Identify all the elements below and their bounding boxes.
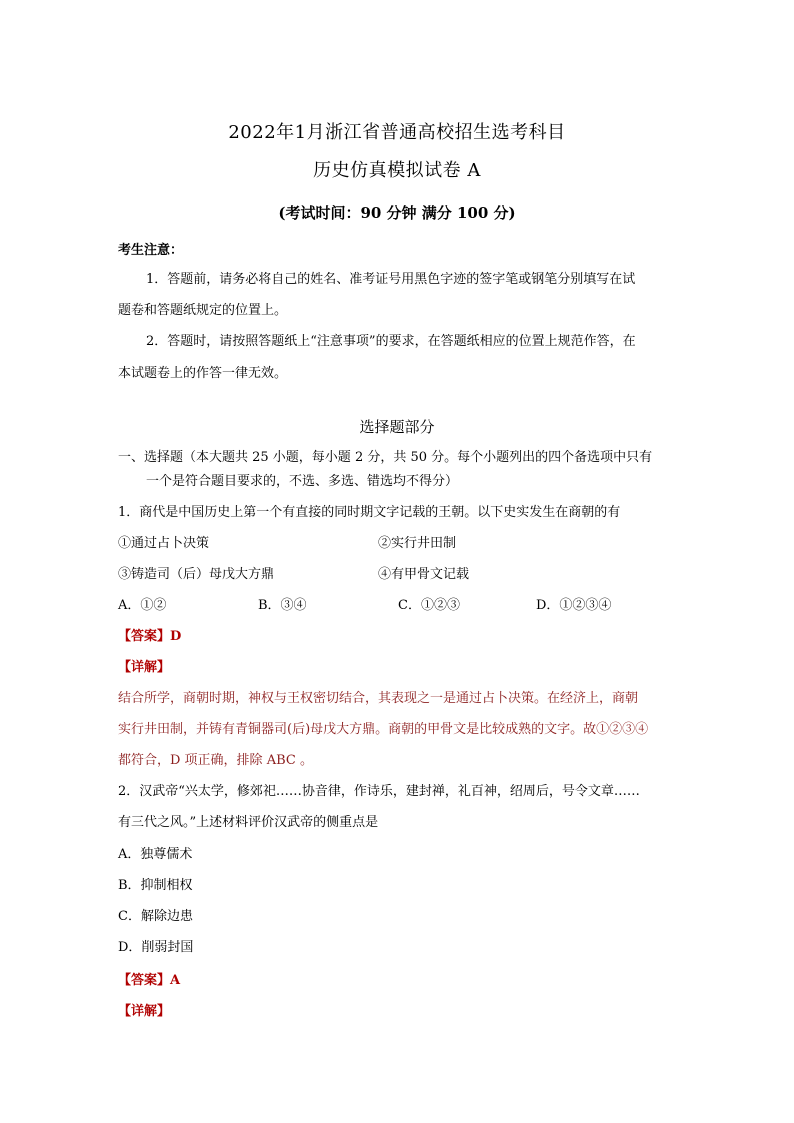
- q2-option-d: D．削弱封国: [118, 940, 194, 955]
- exam-title-line1: 2022年1月浙江省普通高校招生选考科目: [228, 122, 566, 143]
- q2-stem-line1: 2．汉武帝“兴太学，修郊祀……协音律，作诗乐，建封禅，礼百神，绍周后，号令文章……: [118, 784, 640, 799]
- q1-option-b: B．③④: [258, 598, 307, 613]
- q1-detail-line1: 结合所学，商朝时期，神权与王权密切结合，其表现之一是通过占卜决策。在经济上，商朝: [118, 691, 639, 706]
- q2-answer-label: 【答案】: [118, 973, 171, 988]
- section-instruction-line1: 一、选择题（本大题共 25 小题，每小题 2 分，共 50 分。每个小题列出的四个备选项中只有: [118, 450, 653, 465]
- section-instruction-line2: 一个是符合题目要求的，不选、多选、错选均不得分）: [146, 474, 459, 489]
- q1-answer-label: 【答案】: [118, 629, 171, 644]
- q1-option-d: D．①②③④: [536, 598, 612, 613]
- q1-detail-label: 【详解】: [118, 660, 171, 675]
- q1-detail-line2: 实行井田制，并铸有青铜器司(后)母戊大方鼎。商朝的甲骨文是比较成熟的文字。故①②③④: [118, 722, 649, 737]
- q2-detail-label: 【详解】: [118, 1004, 171, 1019]
- notice-label: 考生注意：: [118, 243, 184, 258]
- exam-info: (考试时间：90 分钟 满分 100 分): [278, 204, 516, 222]
- q1-item3: ③铸造司（后）母戊大方鼎: [118, 567, 275, 582]
- q1-option-a: A．①②: [118, 598, 167, 613]
- q1-item4: ④有甲骨文记载: [378, 567, 470, 582]
- q2-stem-line2: 有三代之风。”上述材料评价汉武帝的侧重点是: [118, 815, 379, 830]
- exam-title-line2: 历史仿真模拟试卷 A: [313, 160, 481, 181]
- notice-item2-line2: 本试题卷上的作答一律无效。: [118, 366, 288, 381]
- section-heading: 选择题部分: [359, 418, 435, 436]
- notice-item2-line1: 2．答题时，请按照答题纸上“注意事项”的要求，在答题纸相应的位置上规范作答，在: [146, 334, 636, 349]
- notice-item1-line2: 题卷和答题纸规定的位置上。: [118, 303, 288, 318]
- q2-option-a: A．独尊儒术: [118, 847, 193, 862]
- q1-answer: [118, 625, 181, 644]
- notice-item1-line1: 1．答题前，请务必将自己的姓名、准考证号用黑色字迹的签字笔或钢笔分别填写在试: [146, 272, 636, 287]
- q1-item1: ①通过占卜决策: [118, 536, 210, 551]
- q1-option-c: C．①②③: [398, 598, 460, 613]
- q2-answer-value: A: [170, 973, 181, 988]
- q1-item2: ②实行井田制: [378, 536, 457, 551]
- q1-detail-line3: 都符合，D 项正确，排除 ABC 。: [118, 753, 313, 768]
- q1-stem: 1．商代是中国历史上第一个有直接的同时期文字记载的王朝。以下史实发生在商朝的有: [118, 505, 621, 520]
- q2-option-b: B．抑制相权: [118, 878, 193, 893]
- q2-answer: [118, 969, 180, 988]
- q2-option-c: C．解除边患: [118, 909, 193, 924]
- q1-answer-value: D: [170, 629, 182, 644]
